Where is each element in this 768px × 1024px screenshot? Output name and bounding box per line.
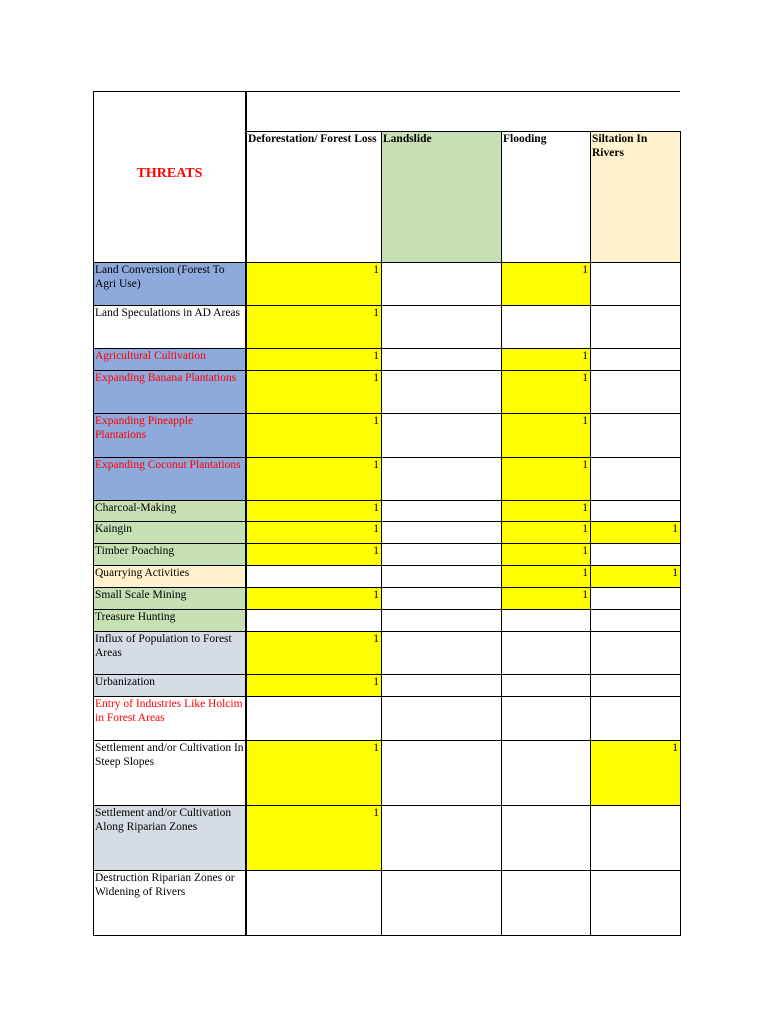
row-label: Settlement and/or Cultivation Along Riparian Zones [93,805,246,870]
value-cell [381,262,501,305]
column-header: Landslide [381,131,501,262]
grid-line [590,131,591,936]
column-header: Siltation In Rivers [590,131,680,262]
value-cell: 1 [246,262,381,305]
value-cell [381,305,501,348]
value-cell: 1 [246,413,381,457]
value-cell [590,609,680,631]
value-cell [501,631,590,674]
value-cell [381,457,501,500]
table-border [93,91,246,936]
value-cell: 1 [246,370,381,413]
value-cell [501,609,590,631]
grid-line [93,500,681,501]
row-label: Land Speculations in AD Areas [93,305,246,348]
value-cell: 1 [590,740,680,805]
value-cell [590,587,680,609]
value-cell [501,740,590,805]
value-cell: 1 [246,457,381,500]
grid-line [93,935,681,936]
value-cell [381,565,501,587]
value-cell [590,500,680,521]
value-cell [590,348,680,370]
value-cell [381,348,501,370]
value-cell: 1 [501,262,590,305]
value-cell: 1 [590,565,680,587]
value-cell [501,305,590,348]
grid-line [93,457,681,458]
value-cell: 1 [246,740,381,805]
row-label: Quarrying Activities [93,565,246,587]
value-cell [501,870,590,935]
value-cell [590,262,680,305]
row-label: Destruction Riparian Zones or Widening of Rivers [93,870,246,935]
value-cell [501,805,590,870]
grid-line [93,609,681,610]
value-cell: 1 [501,370,590,413]
grid-line [93,370,681,371]
row-label: Small Scale Mining [93,587,246,609]
row-label: Urbanization [93,674,246,696]
grid-line [93,521,681,522]
value-cell [590,543,680,565]
value-cell [381,370,501,413]
value-cell: 1 [246,543,381,565]
value-cell [590,870,680,935]
grid-line [93,631,681,632]
grid-line [93,348,681,349]
grid-line [93,674,681,675]
row-label: Land Conversion (Forest To Agri Use) [93,262,246,305]
row-label: Entry of Industries Like Holcim in Forest Areas [93,696,246,740]
value-cell: 1 [246,674,381,696]
value-cell [590,305,680,348]
value-cell: 1 [501,457,590,500]
row-label: Expanding Pineapple Plantations [93,413,246,457]
value-cell [590,457,680,500]
value-cell: 1 [246,521,381,543]
row-label: Influx of Population to Forest Areas [93,631,246,674]
value-cell [381,587,501,609]
value-cell [590,674,680,696]
row-label: Expanding Coconut Plantations [93,457,246,500]
value-cell [246,696,381,740]
grid-line [93,740,681,741]
column-header: Flooding [501,131,590,262]
grid-line [93,587,681,588]
grid-line [93,805,681,806]
value-cell [590,370,680,413]
value-cell: 1 [501,565,590,587]
grid-line [93,262,681,263]
row-label: Agricultural Cultivation [93,348,246,370]
value-cell: 1 [246,631,381,674]
row-label: Treasure Hunting [93,609,246,631]
column-header: Deforestation/ Forest Loss [246,131,381,262]
grid-line [680,131,681,936]
row-label: Timber Poaching [93,543,246,565]
value-cell: 1 [501,521,590,543]
grid-line [93,543,681,544]
grid-line [381,131,382,936]
value-cell: 1 [246,500,381,521]
value-cell [246,565,381,587]
value-cell [381,521,501,543]
value-cell [381,805,501,870]
grid-line [246,131,680,132]
value-cell [501,696,590,740]
row-label: Expanding Banana Plantations [93,370,246,413]
value-cell [381,631,501,674]
value-cell: 1 [501,348,590,370]
value-cell [381,609,501,631]
value-cell: 1 [246,805,381,870]
value-cell [381,674,501,696]
threats-title: THREATS [136,166,203,181]
grid-line [93,870,681,871]
grid-line [501,131,502,936]
value-cell [246,870,381,935]
value-cell: 1 [501,587,590,609]
value-cell [381,500,501,521]
grid-line [93,696,681,697]
value-cell [590,805,680,870]
value-cell: 1 [246,305,381,348]
value-cell: 1 [590,521,680,543]
value-cell [590,413,680,457]
value-cell [381,413,501,457]
value-cell [381,543,501,565]
value-cell [381,696,501,740]
value-cell [590,696,680,740]
value-cell [381,870,501,935]
value-cell: 1 [246,348,381,370]
value-cell: 1 [501,500,590,521]
value-cell [590,631,680,674]
row-label: Settlement and/or Cultivation In Steep Slopes [93,740,246,805]
value-cell [246,609,381,631]
grid-line [246,91,247,936]
row-label: Charcoal-Making [93,500,246,521]
grid-line [93,305,681,306]
value-cell: 1 [246,587,381,609]
row-label: Kaingin [93,521,246,543]
grid-line [93,413,681,414]
value-cell [381,740,501,805]
grid-line [93,91,680,92]
grid-line [93,565,681,566]
value-cell [501,674,590,696]
value-cell: 1 [501,543,590,565]
value-cell: 1 [501,413,590,457]
